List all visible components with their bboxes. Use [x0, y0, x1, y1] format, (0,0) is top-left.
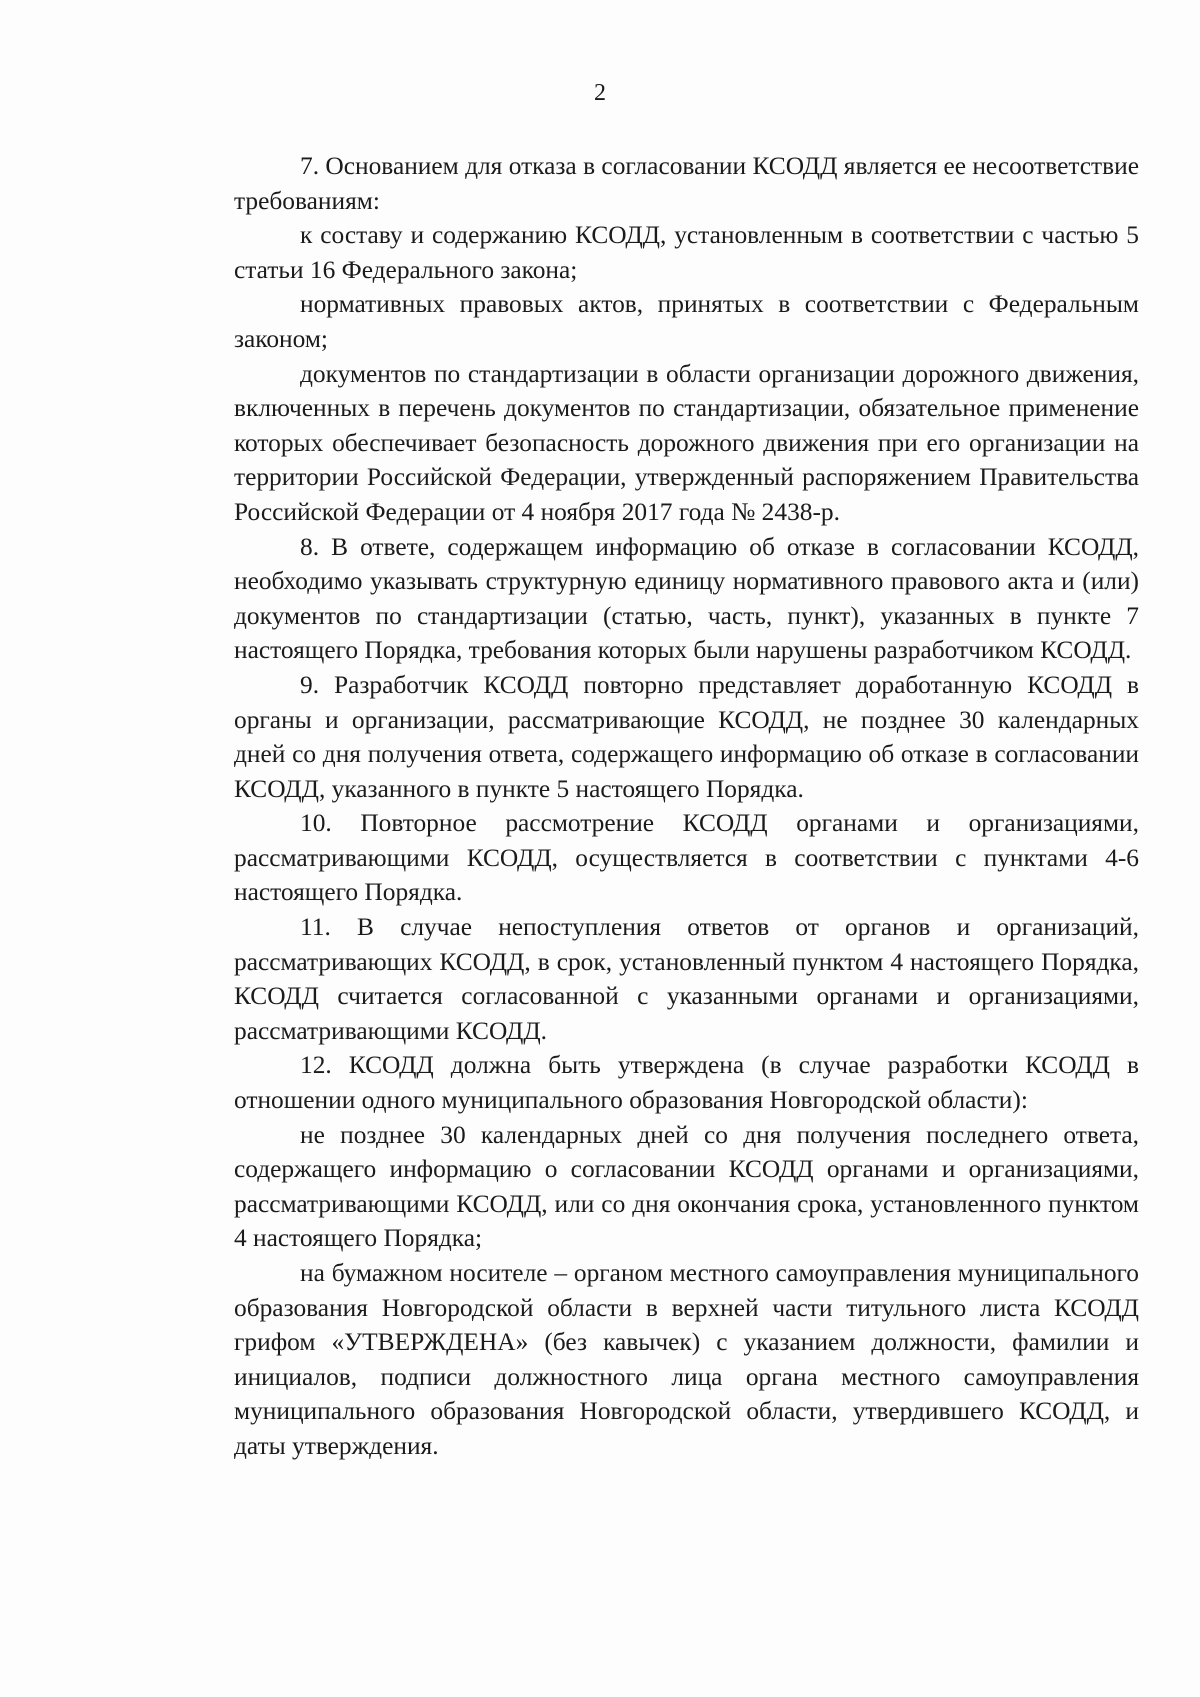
paragraph-12-item-paper: на бумажном носителе – органом местного самоуправления муниципального образования Новгородской области в верхней части титульного листа КСОДД грифом «УТВЕРЖДЕНА» (без кавычек) с указанием должности, фамилии и инициалов, подписи должностного лица органа местного самоуправления муниципального образования Новгородской области, утвердившего КСОДД, и даты утверждения.: [234, 1259, 1139, 1460]
paragraph-7-item-standards: документов по стандартизации в области организации дорожного движения, включенных в перечень документов по стандартизации, обязательное применение которых обеспечивает безопасность дорожного движения при его организации на территории Российской Федерации, утвержденный распоряжением Правительства Российской Федерации от 4 ноября 2017 года № 2438-р.: [234, 359, 1139, 526]
paragraph-12-item-deadline: не позднее 30 календарных дней со дня получения последнего ответа, содержащего информацию о согласовании КСОДД органами и организациями, рассматривающими КСОДД, или со дня окончания срока, установленного пунктом 4 настоящего Порядка;: [234, 1120, 1139, 1253]
document-body: [234, 149, 1139, 1464]
paragraph-12: 12. КСОДД должна быть утверждена (в случае разработки КСОДД в отношении одного муниципального образования Новгородской области):: [234, 1051, 1139, 1115]
page-number: 2: [594, 80, 606, 106]
paragraph-7-item-composition: к составу и содержанию КСОДД, установленным в соответствии с частью 5 статьи 16 Федерального закона;: [234, 221, 1139, 284]
paragraph-10: 10. Повторное рассмотрение КСОДД органами и организациями, рассматривающими КСОДД, осуществляется в соответствии с пунктами 4-6 настоящего Порядка.: [234, 809, 1139, 907]
paragraph-7: 7. Основанием для отказа в согласовании КСОДД является ее несоответствие требованиям:: [234, 152, 1139, 215]
paragraph-11: 11. В случае непоступления ответов от органов и организаций, рассматривающих КСОДД, в срок, установленный пунктом 4 настоящего Порядка, КСОДД считается согласованной с указанными органами и организациями, рассматривающими КСОДД.: [234, 913, 1139, 1045]
paragraph-8: 8. В ответе, содержащем информацию об отказе в согласовании КСОДД, необходимо указывать структурную единицу нормативного правового акта и (или) документов по стандартизации (статью, часть, пункт), указанных в пункте 7 настоящего Порядка, требования которых были нарушены разработчиком КСОДД.: [234, 532, 1139, 665]
paragraph-9: 9. Разработчик КСОДД повторно представляет доработанную КСОДД в органы и организации, рассматривающие КСОДД, не позднее 30 календарных дней со дня получения ответа, содержащего информацию об отказе в согласовании КСОДД, указанного в пункте 5 настоящего Порядка.: [234, 670, 1139, 803]
paragraph-7-item-legal-acts: нормативных правовых актов, принятых в соответствии с Федеральным законом;: [234, 290, 1139, 353]
